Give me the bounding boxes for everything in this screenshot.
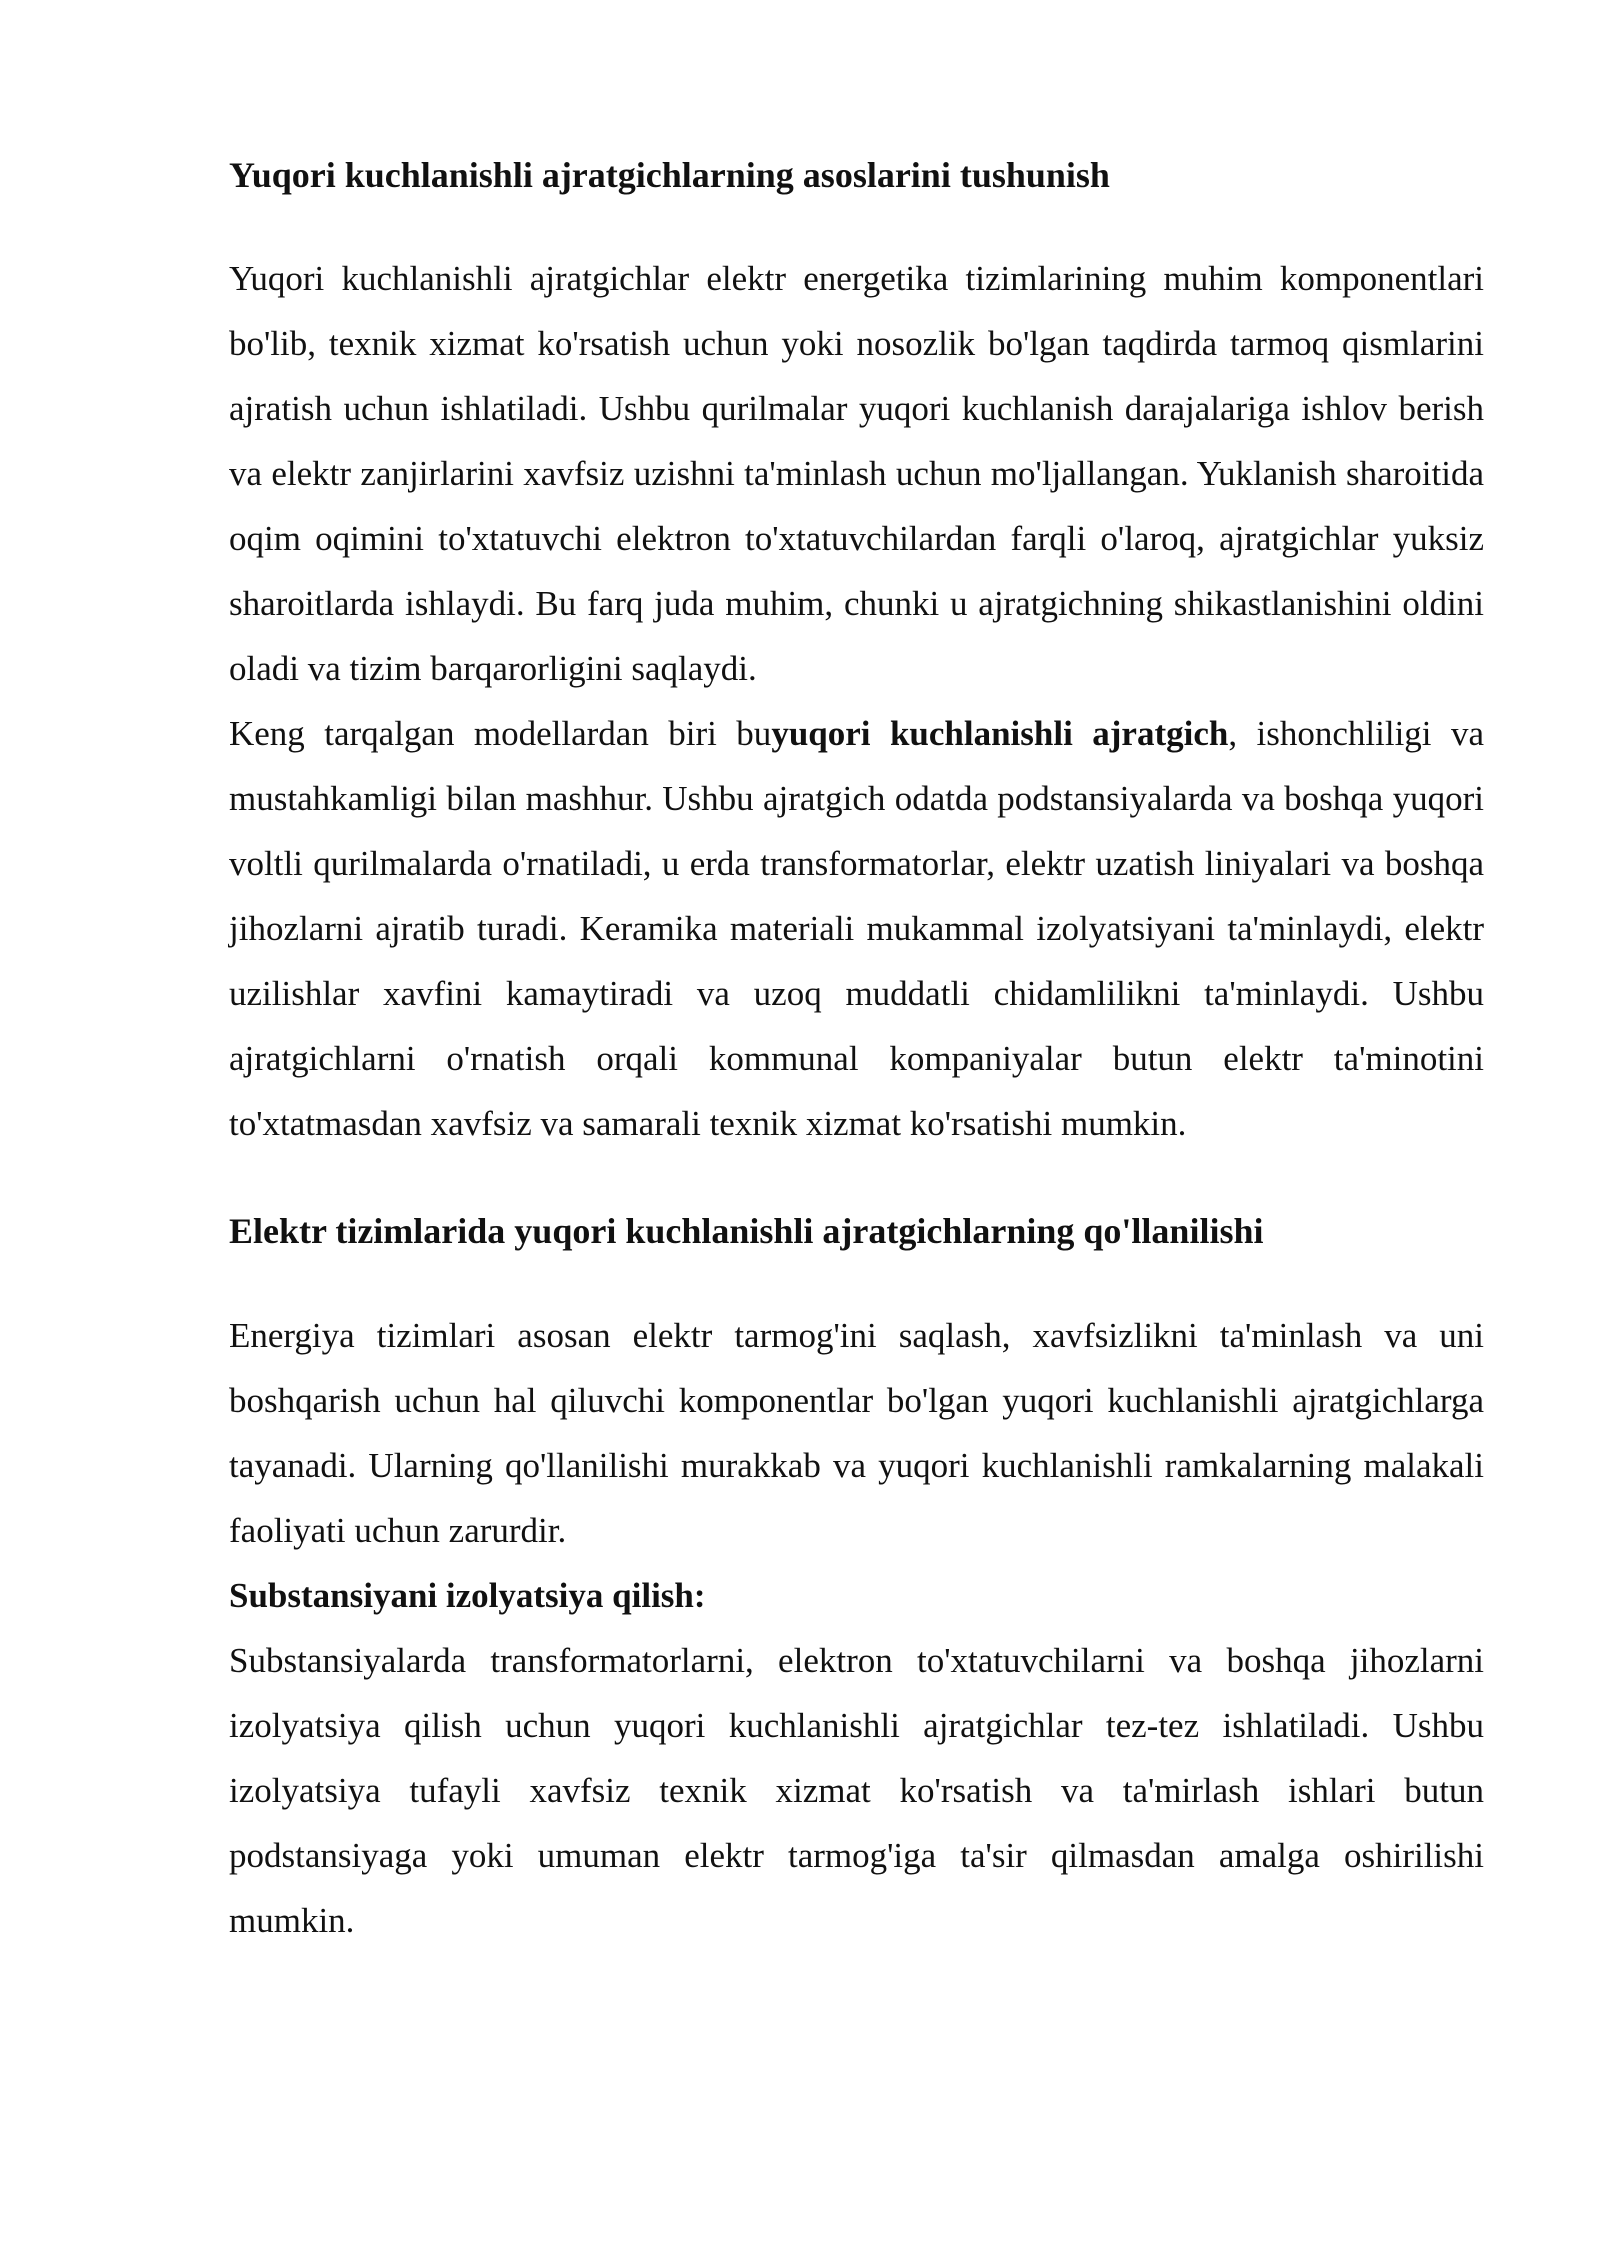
bold-term-high-voltage-disconnector: yuqori kuchlanishli ajratgich — [771, 714, 1229, 753]
section-heading-basics: Yuqori kuchlanishli ajratgichlarning asoslarini tushunish — [229, 155, 1110, 195]
subheading-substation-isolation: Substansiyani izolyatsiya qilish: — [229, 1576, 706, 1615]
paragraph-model-rest: , ishonchliligi va mustahkamligi bilan mashhur. Ushbu ajratgich odatda podstansiyalarda va boshqa yuqori voltli qurilmalarda o'rnatiladi, u erda transformatorlar, elektr uzatish liniyalari va boshqa jihozlarni ajratib turadi. Keramika materiali mukammal izolyatsiyani ta'minlaydi, elektr uzilishlar xavfini kamaytiradi va uzoq muddatli chidamlilikni ta'minlaydi. Ushbu ajratgichlarni o'rnatish orqali kommunal kompaniyalar butun elektr ta'minotini to'xtatmasdan xavfsiz va samarali texnik xizmat ko'rsatishi mumkin. — [229, 714, 1484, 1143]
paragraph-intro: Yuqori kuchlanishli ajratgichlar elektr energetika tizimlarining muhim komponentlari bo'lib, texnik xizmat ko'rsatish uchun yoki nosozlik bo'lgan taqdirda tarmoq qismlarini ajratish uchun ishlatiladi. Ushbu qurilmalar yuqori kuchlanish darajalariga ishlov berish va elektr zanjirlarini xavfsiz uzishni ta'minlash uchun mo'ljallangan. Yuklanish sharoitida oqim oqimini to'xtatuvchi elektron to'xtatuvchilardan farqli o'laroq, ajratgichlar yuksiz sharoitlarda ishlaydi. Bu farq juda muhim, chunki u ajratgichning shikastlanishini oldini oladi va tizim barqarorligini saqlaydi. — [229, 259, 1484, 688]
paragraph-energy-systems: Energiya tizimlari asosan elektr tarmog'ini saqlash, xavfsizlikni ta'minlash va uni boshqarish uchun hal qiluvchi komponentlar bo'lgan yuqori kuchlanishli ajratgichlarga tayanadi. Ularning qo'llanilishi murakkab va yuqori kuchlanishli ramkalarning malakali faoliyati uchun zarurdir. — [229, 1316, 1484, 1550]
paragraph-substation-isolation: Substansiyalarda transformatorlarni, elektron to'xtatuvchilarni va boshqa jihozlarni izolyatsiya qilish uchun yuqori kuchlanishli ajratgichlar tez-tez ishlatiladi. Ushbu izolyatsiya tufayli xavfsiz texnik xizmat ko'rsatish va ta'mirlash ishlari butun podstansiyaga yoki umuman elektr tarmog'iga ta'sir qilmasdan amalga oshirilishi mumkin. — [229, 1641, 1484, 1940]
paragraph-model-start: Keng tarqalgan modellardan biri bu — [229, 714, 772, 753]
section-heading-applications: Elektr tizimlarida yuqori kuchlanishli ajratgichlarning qo'llanilishi — [229, 1211, 1264, 1251]
document-page — [229, 150, 1484, 1953]
paragraph-model — [229, 701, 1484, 1156]
